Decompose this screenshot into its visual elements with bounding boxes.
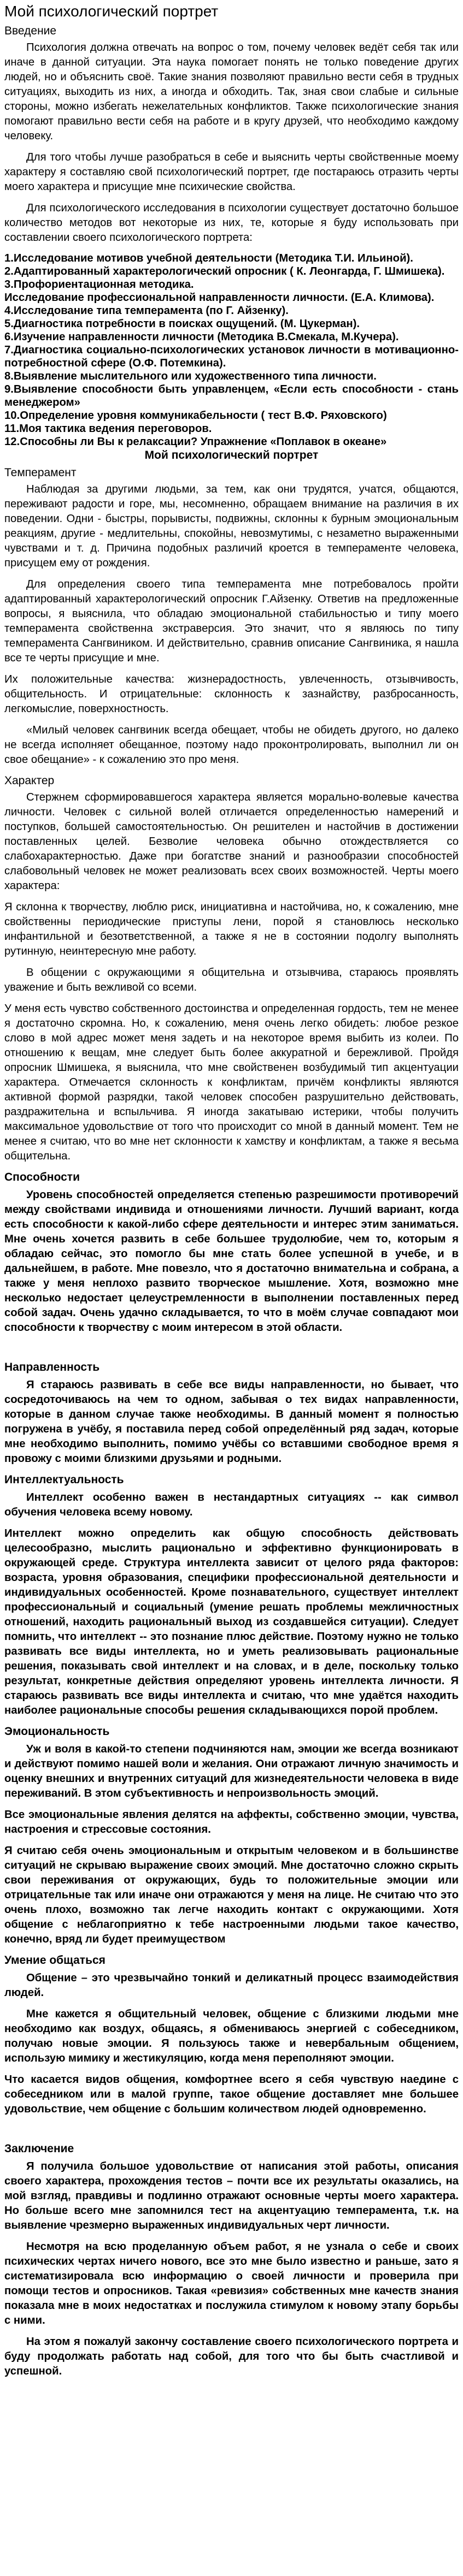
communication-paragraph: Что касается видов общения, комфортнее всего я себя чувствую наедине с собеседником или в малой группе, такое общение доставляет мне большее удовольствие, чем общение с большим количеством людей одновременно. — [4, 2074, 459, 2115]
method-item: 12.Способны ли Вы к релаксации? Упражнение «Поплавок в океане» — [4, 436, 387, 448]
orientation-heading: Направленность — [4, 1361, 100, 1373]
communication-heading: Умение общаться — [4, 1954, 106, 1967]
method-item: 4.Исследование типа темперамента (по Г. Айзенку). — [4, 305, 289, 317]
intellect-paragraph: Интеллект особенно важен в нестандартных ситуациях -- как символ обучения человека всему новому. — [4, 1491, 459, 1518]
temperament-paragraph: Наблюдая за другими людьми, за тем, как они трудятся, учатся, общаются, переживают радости и горе, мы, несомненно, обращаем внимание на различия в их поведении. Одни - быстры, порывисты, подвижны, склонны к бурным эмоциональным реакциям, другие - медлительны, спокойны, невозмутимы, с незаметно выраженными чувствами и т. д. Причина подобных различий кроется в темпераменте человека, присущем ему от рождения. — [4, 483, 459, 569]
method-item: Исследование профессиональной направленности личности. (Е.А. Климова). — [4, 292, 435, 304]
method-item: 8.Выявление мыслительного или художественного типа личности. — [4, 370, 377, 382]
character-paragraph: В общении с окружающими я общительна и отзывчива, стараюсь проявлять уважение и быть вежливой со всеми. — [4, 967, 459, 993]
method-item: 2.Адаптированный характерологический опросник ( К. Леонгарда, Г. Шмишека). — [4, 265, 445, 277]
intellect-paragraph: Интеллект можно определить как общую способность действовать целесообразно, мыслить рационально и эффективно функционировать в окружающей среде. Структура интеллекта зависит от целого ряда факторов: возраста, уровня образования, специфики профессиональной деятельности и индивидуальных особенностей. Кроме познавательного, существует интеллект профессиональный и социальный (умение решать проблемы межличностных отношений, находить рациональный выход из создавшейся ситуации). Следует помнить, что интеллект -- это познание плюс действие. Поэтому нужно не только развивать все виды интеллекта, но и уметь реализовывать рациональные решения, показывать свой интеллект и на словах, и в деле, поскольку только результат, конкретные действия определяют уровень интеллекта личности. Я стараюсь развивать все виды интеллекта и считаю, что мне удаётся находить наиболее рациональные способы решения складывающихся порой проблем. — [4, 1527, 459, 1716]
emotional-paragraph: Все эмоциональные явления делятся на аффекты, собственно эмоции, чувства, настроения и стрессовые состояния. — [4, 1809, 459, 1835]
conclusion-paragraph: На этом я пожалуй закончу составление своего психологического портрета и буду продолжать работать над собой, для того что бы быть счастливой и успешной. — [4, 2336, 459, 2377]
method-item: 11.Моя тактика ведения переговоров. — [4, 423, 212, 435]
temperament-heading: Темперамент — [4, 466, 77, 479]
spacer — [4, 2123, 459, 2136]
orientation-paragraph: Я стараюсь развивать в себе все виды направленности, но бывает, что сосредоточиваюсь на чем то одном, забывая о тех видах направленности, которые в данном случае также необходимы. В данный момент я полностью погружена в учёбу, я поставила перед собой определённый ряд задач, которые мне необходимо выполнить, помимо учёбы со вставшими свободное время я провожу с моими близкими друзьями и родными. — [4, 1379, 459, 1465]
emotional-paragraph: Я считаю себя очень эмоциональным и открытым человеком и в большинстве ситуаций не скрываю выражение своих эмоций. Мне достаточно сложно скрыть свои переживания от окружающих, будь то положительные эмоции или отрицательные так или иначе они отражаются у меня на лице. Не считаю что это очень плохо, возможно так легче находить контакт с окружающими. Хотя общение с неблагоприятно к тебе настроенными людьми такое качество, конечно, вряд ли будет преимуществом — [4, 1845, 459, 1945]
communication-paragraph: Общение – это чрезвычайно тонкий и деликатный процесс взаимодействия людей. — [4, 1972, 459, 1999]
method-item: 9.Выявление способности быть управленцем, «Если есть способности - стань менеджером» — [4, 383, 459, 408]
character-heading: Характер — [4, 774, 55, 787]
character-paragraph: У меня есть чувство собственного достоинства и определенная гордость, тем не менее я достаточно скромна. Но, к сожалению, меня очень легко обидеть: любое резкое слово в мой адрес может меня задеть и на некоторое время выбить из колеи. По отношению к вещам, мне следует быть более аккуратной и бережливой. Пройдя опросник Шмишека, я выяснила, что мне свойственен возбудимый тип акцентуации характера. Отмечается склонность к конфликтам, причём конфликты являются активной формой разрядки, такой человек способен разрушительно действовать, раздражительна и вспыльчива. Я иногда закатываю истерики, чтобы получить максимальное удовольствие от того что происходит со мной в данный момент. Тем не менее я считаю, что во мне нет склонности к хамству и конфликтам, а также я весьма общительна. — [4, 1003, 459, 1162]
character-paragraph: Стержнем сформировавшегося характера является морально-волевые качества личности. Человек с сильной волей отличается определенностью намерений и поступков, большей самостоятельностью. Он решителен и настойчив в достижении поставленных целей. Безволие человека обычно отождествляется со слабохарактерностью. Даже при богатстве знаний и разнообразии способностей слабовольный человек не может реализовать всех своих возможностей. Черты моего характера: — [4, 791, 459, 892]
intro-paragraph: Для того чтобы лучше разобраться в себе и выяснить черты свойственные моему характеру я составляю свой психологический портрет, где постараюсь отразить черты моего характера и присущие мне психические свойства. — [4, 151, 459, 193]
communication-paragraph: Мне кажется я общительный человек, общение с близкими людьми мне необходимо как воздух, общаясь, я обмениваюсь энергией с собеседником, получаю новые эмоции. Я пользуюсь также и невербальным общением, использую мимику и жестикуляцию, когда меня переполняют эмоции. — [4, 2008, 459, 2064]
conclusion-paragraph: Несмотря на всю проделанную объем работ, я не узнала о себе и своих психических чертах ничего нового, все это мне было известно и раньше, зато я систематизировала всю информацию о своей личности и проверила при помощи тестов и опросников. Такая «ревизия» собственных мне качеств знания показала мне в моих недостатках и послужила стимулом к новому этапу борьбы с ними. — [4, 2241, 459, 2326]
character-paragraph: Я склонна к творчеству, люблю риск, инициативна и настойчива, но, к сожалению, мне свойственны периодические приступы лени, порой я становлюсь несколько инфантильной и безответственной, а также я не в состоянии подолгу выполнять рутинную, неинтересную мне работу. — [4, 901, 459, 957]
emotional-heading: Эмоциональность — [4, 1725, 110, 1738]
conclusion-heading: Заключение — [4, 2142, 74, 2155]
intro-heading: Введение — [4, 25, 57, 37]
intro-paragraph: Психология должна отвечать на вопрос о том, почему человек ведёт себя так или иначе в данной ситуации. Эта наука помогает понять не только поведение других людей, но и объяснить своё. Такие знания позволяют правильно вести себя в трудных ситуациях, выходить из них, а иногда и обходить. Так, зная свои слабые и сильные стороны, можно избегать нежелательных конфликтов. Также психологические знания помогают правильно вести себя на работе и в кругу друзей, что необходимо каждому человеку. — [4, 42, 459, 142]
method-item: 5.Диагностика потребности в поисках ощущений. (М. Цукерман). — [4, 318, 360, 330]
temperament-paragraph: Для определения своего типа темперамента мне потребовалось пройти адаптированный характерологический опросник Г.Айзенку. Ответив на предложенные вопросы, я выяснила, что обладаю эмоциональной стабильностью и типу моего темперамента свойственна экстраверсия. Это значит, что я являюсь по типу темперамента Сангвиником. И действительно, сравнив описание Сангвиника, я нашла все те черты присущие и мне. — [4, 578, 459, 664]
page-title: Мой психологический портрет — [4, 3, 219, 20]
methods-list — [4, 252, 459, 448]
temperament-paragraph: «Милый человек сангвиник всегда обещает, чтобы не обидеть другого, но далеко не всегда исполняет обещанное, поэтому надо проконтролировать, выполнил ли он свое обещание» - к сожалению это про меня. — [4, 724, 459, 766]
method-item: 10.Определение уровня коммуникабельности ( тест В.Ф. Ряховского) — [4, 410, 387, 422]
abilities-heading: Способности — [4, 1171, 80, 1183]
abilities-paragraph: Уровень способностей определяется степенью разрешимости противоречий между свойствами индивида и отношениями личности. Лучший вариант, когда есть способности к какой-либо сфере деятельности и интерес этим заниматься. Мне очень хочется развить в себе большее трудолюбие, чем то, которым я обладаю сейчас, это помогло бы мне стать более успешной в учебе, и в дальнейшем, в работе. Мне повезло, что я достаточно внимательна и собрана, а также у меня неплохо развито творческое мышление. Хотя, возможно мне несколько недостает целеустремленности в выполнении поставленных перед собой задач. Очень удачно складывается, то что в моём случае совпадают мои способности к творчеству с моим интересом в этой области. — [4, 1189, 459, 1334]
method-item: 1.Исследование мотивов учебной деятельности (Методика Т.И. Ильиной). — [4, 252, 413, 264]
portrait-title: Мой психологический портрет — [144, 449, 319, 461]
intellect-heading: Интеллектуальность — [4, 1473, 124, 1486]
temperament-paragraph: Их положительные качества: жизнерадостность, увлеченность, отзывчивость, общительность. И отрицательные: склонность к зазнайству, разбросанность, легкомыслие, поверхностность. — [4, 673, 459, 715]
method-item: 7.Диагностика социально-психологических установок личности в мотивационно-потребностной сфере (О.Ф. Потемкина). — [4, 344, 459, 369]
spacer — [4, 1342, 459, 1355]
emotional-paragraph: Уж и воля в какой-то степени подчиняются нам, эмоции же всегда возникают и действуют помимо нашей воли и желания. Они отражают личную значимость и оценку внешних и внутренних ситуаций для жизнедеятельности человека в виде переживаний. В этом субъективность и непроизвольность эмоций. — [4, 1743, 459, 1799]
method-item: 3.Профориентационная методика. — [4, 279, 194, 291]
intro-paragraph: Для психологического исследования в психологии существует достаточно большое количество методов вот некоторые из них, те, которые я буду использовать при составлении своего психологического портрета: — [4, 202, 459, 244]
conclusion-paragraph: Я получила большое удовольствие от написания этой работы, описания своего характера, прохождения тестов – почти все их результаты оказались, на мой взгляд, правдивы и подлинно отражают основные черты моего характера. Но больше всего мне запомнился тест на акцентуацию темперамента, т.к. на выявление чрезмерно выраженных индивидуальных черт личности. — [4, 2160, 459, 2231]
method-item: 6.Изучение направленности личности (Методика В.Смекала, М.Кучера). — [4, 331, 399, 343]
